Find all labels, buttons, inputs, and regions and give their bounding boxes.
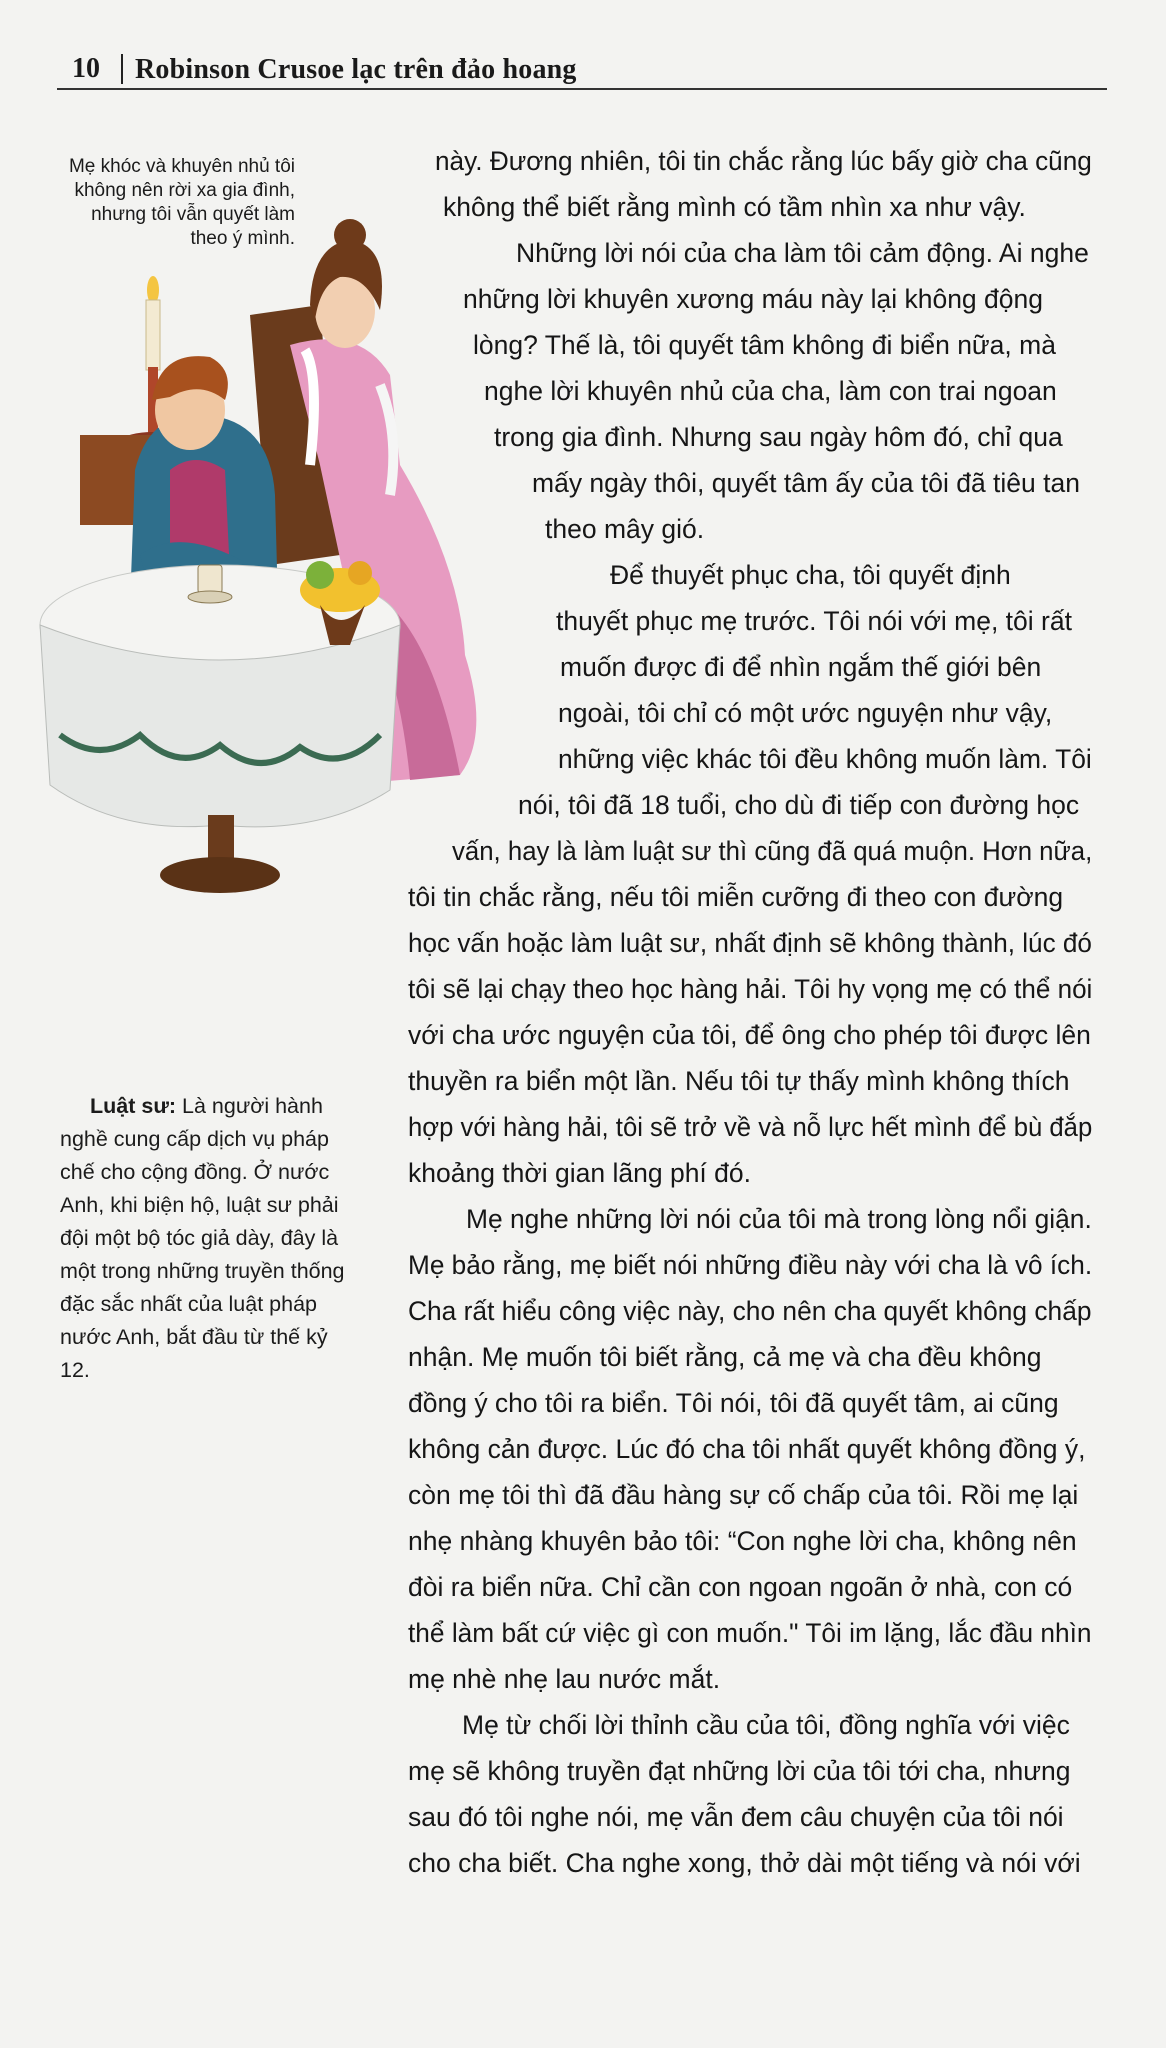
body-line: đồng ý cho tôi ra biển. Tôi nói, tôi đã quyết tâm, ai cũng bbox=[408, 1388, 1059, 1418]
body-line: còn mẹ tôi thì đã đầu hàng sự cố chấp của tôi. Rồi mẹ lại bbox=[408, 1480, 1079, 1510]
body-line: với cha ước nguyện của tôi, để ông cho phép tôi được lên bbox=[408, 1020, 1091, 1050]
body-line: những việc khác tôi đều không muốn làm. Tôi bbox=[558, 744, 1092, 774]
body-line: nhẹ nhàng khuyên bảo tôi: “Con nghe lời cha, không nên bbox=[408, 1526, 1077, 1556]
body-line: tôi sẽ lại chạy theo học hàng hải. Tôi hy vọng mẹ có thể nói bbox=[408, 974, 1093, 1004]
page-header bbox=[57, 48, 1107, 92]
body-line: hợp với hàng hải, tôi sẽ trở về và nỗ lực hết mình để bù đắp bbox=[408, 1112, 1093, 1142]
page-number: 10 bbox=[72, 53, 100, 84]
side-note bbox=[60, 1090, 360, 1387]
body-line: nhận. Mẹ muốn tôi biết rằng, cả mẹ và cha đều không bbox=[408, 1342, 1042, 1372]
illustration-mother-and-son bbox=[20, 135, 550, 920]
header-divider bbox=[121, 54, 123, 84]
book-title: Robinson Crusoe lạc trên đảo hoang bbox=[135, 54, 577, 85]
body-line: không cản được. Lúc đó cha tôi nhất quyết không đồng ý, bbox=[408, 1434, 1086, 1464]
body-line: những lời khuyên xương máu này lại không động bbox=[463, 284, 1043, 314]
body-line: muốn được đi để nhìn ngắm thế giới bên bbox=[560, 652, 1042, 682]
body-line: theo mây gió. bbox=[545, 514, 705, 544]
body-line: Để thuyết phục cha, tôi quyết định bbox=[610, 560, 1011, 590]
body-line: thể làm bất cứ việc gì con muốn." Tôi im lặng, lắc đầu nhìn bbox=[408, 1618, 1092, 1648]
body-line: Những lời nói của cha làm tôi cảm động. Ai nghe bbox=[516, 238, 1089, 268]
table-figure bbox=[40, 565, 400, 893]
body-line: nói, tôi đã 18 tuổi, cho dù đi tiếp con đường học bbox=[518, 790, 1080, 820]
body-line: cho cha biết. Cha nghe xong, thở dài một tiếng và nói với bbox=[408, 1848, 1081, 1878]
body-line: tôi tin chắc rằng, nếu tôi miễn cưỡng đi theo con đường bbox=[408, 882, 1064, 912]
note-term: Luật sư: bbox=[90, 1094, 177, 1118]
body-line: Mẹ từ chối lời thỉnh cầu của tôi, đồng nghĩa với việc bbox=[462, 1710, 1070, 1740]
header-rule bbox=[57, 88, 1107, 90]
body-line: mẹ nhè nhẹ lau nước mắt. bbox=[408, 1664, 721, 1694]
body-line: lòng? Thế là, tôi quyết tâm không đi biển nữa, mà bbox=[473, 330, 1056, 360]
body-line: Mẹ bảo rằng, mẹ biết nói những điều này với cha là vô ích. bbox=[408, 1250, 1093, 1280]
body-line: này. Đương nhiên, tôi tin chắc rằng lúc bấy giờ cha cũng bbox=[435, 146, 1092, 176]
body-line: ngoài, tôi chỉ có một ước nguyện như vậy, bbox=[558, 698, 1053, 728]
body-line: đòi ra biển nữa. Chỉ cần con ngoan ngoãn ở nhà, con có bbox=[408, 1572, 1073, 1602]
body-line: không thể biết rằng mình có tầm nhìn xa như vậy. bbox=[443, 192, 1026, 222]
body-line: Cha rất hiểu công việc này, cho nên cha quyết không chấp bbox=[408, 1296, 1092, 1326]
body-line: sau đó tôi nghe nói, mẹ vẫn đem câu chuyện của tôi nói bbox=[408, 1802, 1064, 1832]
body-line: vấn, hay là làm luật sư thì cũng đã quá muộn. Hơn nữa, bbox=[452, 836, 1093, 866]
body-line: thuyền ra biển một lần. Nếu tôi tự thấy mình không thích bbox=[408, 1066, 1070, 1096]
illustration-caption: Mẹ khóc và khuyên nhủ tôi không nên rời xa gia đình, nhưng tôi vẫn quyết làm theo ý mình. bbox=[68, 156, 295, 249]
body-line: thuyết phục mẹ trước. Tôi nói với mẹ, tôi rất bbox=[556, 606, 1072, 636]
body-line: mẹ sẽ không truyền đạt những lời của tôi tới cha, nhưng bbox=[408, 1756, 1071, 1786]
body-line: khoảng thời gian lãng phí đó. bbox=[408, 1158, 751, 1188]
body-line: nghe lời khuyên nhủ của cha, làm con trai ngoan bbox=[484, 376, 1057, 406]
body-line: học vấn hoặc làm luật sư, nhất định sẽ không thành, lúc đó bbox=[408, 928, 1092, 958]
body-line: trong gia đình. Nhưng sau ngày hôm đó, chỉ qua bbox=[494, 422, 1063, 452]
note-definition: Là người hành nghề cung cấp dịch vụ pháp chế cho cộng đồng. Ở nước Anh, khi biện hộ, luật sư phải đội một bộ tóc giả dày, đây là một trong những truyền thống đặc sắc nhất của luật pháp nước Anh, bắt đầu từ thế kỷ 12. bbox=[60, 1094, 345, 1382]
body-line: mấy ngày thôi, quyết tâm ấy của tôi đã tiêu tan bbox=[532, 468, 1080, 498]
body-line: Mẹ nghe những lời nói của tôi mà trong lòng nổi giận. bbox=[466, 1204, 1092, 1234]
